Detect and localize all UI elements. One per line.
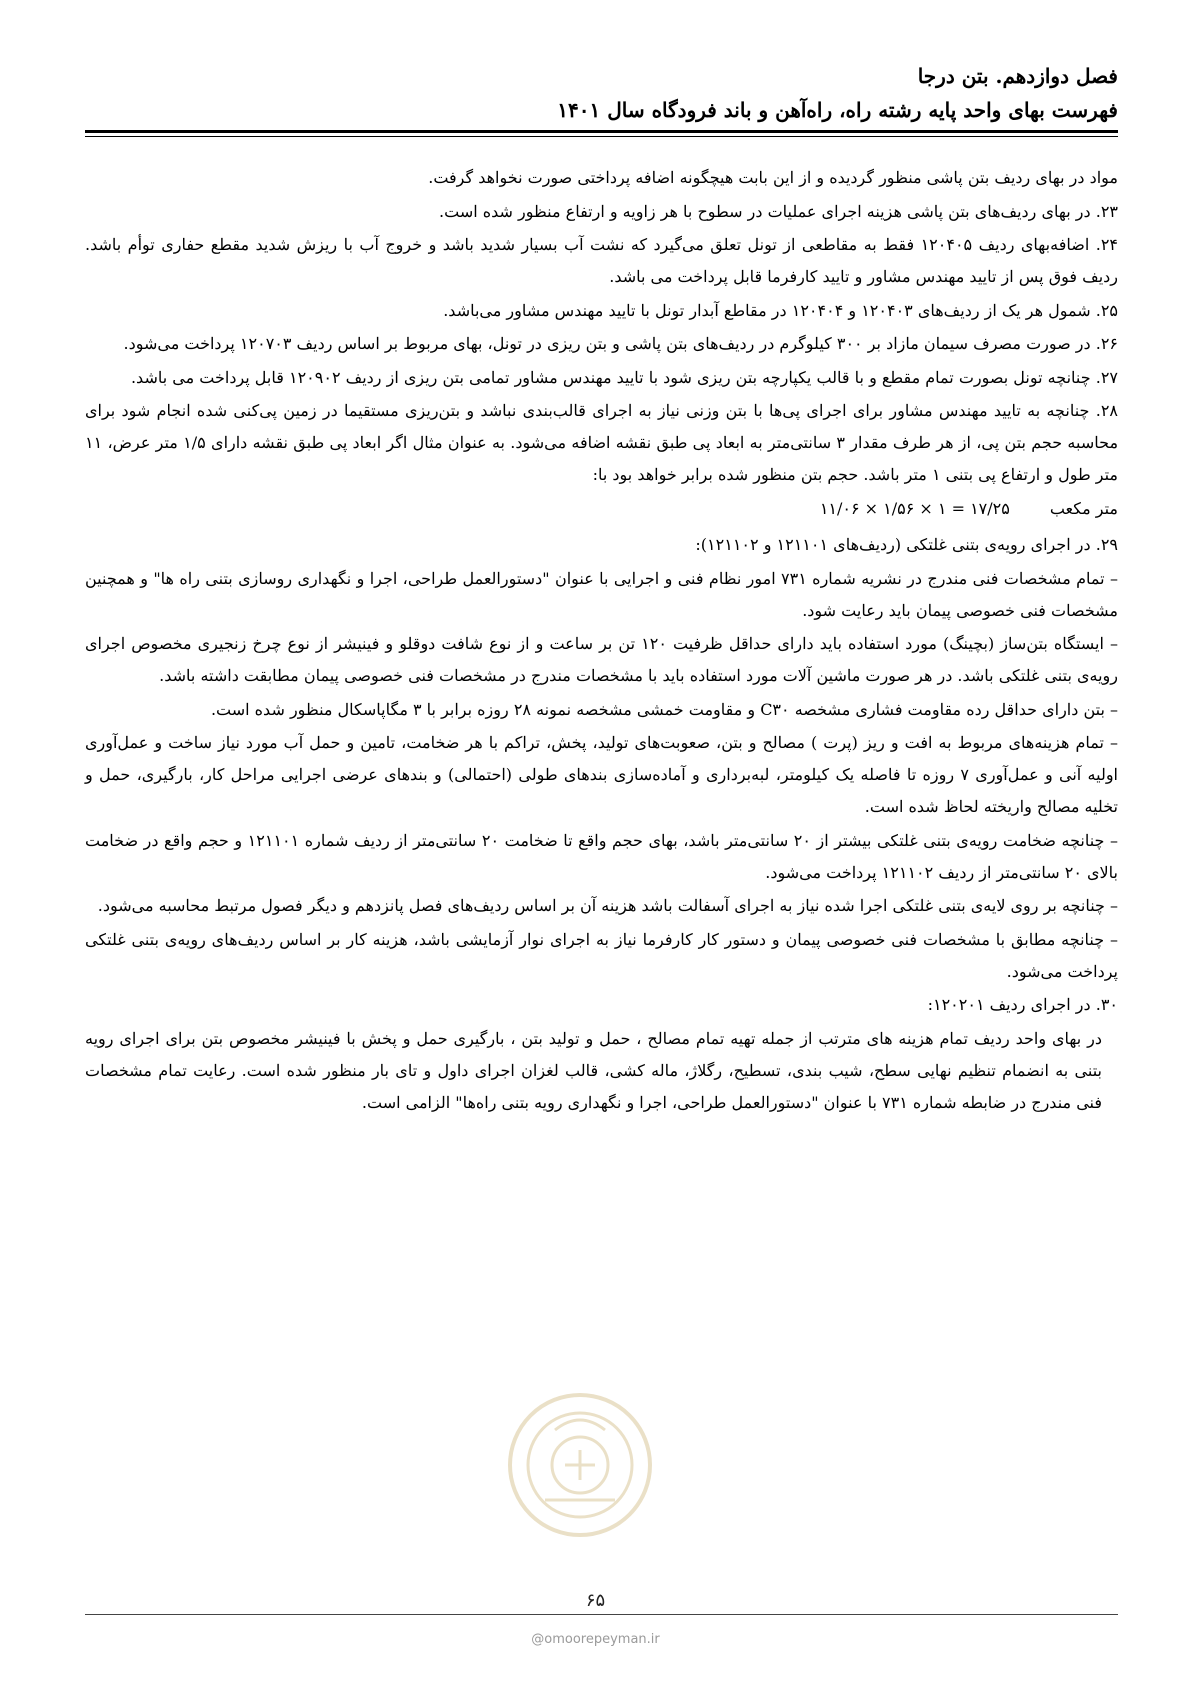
paragraph-28: ۲۸. چنانچه به تایید مهندس مشاور برای اجرای پی‌ها با بتن وزنی نیاز به اجرای قالب‌بندی نباشد و بتن‌ریزی مستقیما در زمین پی‌کنی شده انجام شود برای محاسبه حجم بتن پی، از هر طرف مقدار ۳ سانتی‌متر به ابعاد پی طبق نقشه اضافه می‌شود. به عنوان مثال اگر ابعاد پی طبق نقشه دارای ۱/۵ متر عرض، ۱۱ متر طول و ارتفاع پی بتنی ۱ متر باشد. حجم بتن منظور شده برابر خواهد بود با:	[85, 401, 1119, 484]
paragraph-23: ۲۳. در بهای ردیف‌های بتن پاشی هزینه اجرای عملیات در سطوح با هر زاویه و ارتفاع منظور شده است.	[439, 201, 1118, 221]
bullet-item: – تمام مشخصات فنی مندرج در نشریه شماره ۷۳۱ امور نظام فنی و اجرایی با عنوان "دستورالعمل طراحی، اجرا و نگهداری روسازی بتنی راه ها" و همچنین مشخصات فنی خصوصی پیمان باید رعایت شود.	[85, 568, 1119, 620]
bullet-item: – چنانچه بر روی لایه‌ی بتنی غلتکی اجرا شده نیاز به اجرای آسفالت باشد هزینه آن بر اساس ردیف‌های فصل پانزدهم و دیگر فصول مرتبط محاسبه می‌شود.	[97, 896, 1118, 915]
header-rule-thick	[85, 130, 1118, 133]
footer-rule	[85, 1614, 1118, 1615]
page-body	[85, 162, 1118, 1121]
header-rule-thin	[85, 136, 1118, 137]
footer-website: @omoorepeyman.ir	[531, 1632, 660, 1647]
paragraph-30: ۳۰. در اجرای ردیف ۱۲۰۲۰۱:	[927, 995, 1118, 1014]
document-title: فهرست بهای واحد پایه رشته راه، راه‌آهن و باند فرودگاه سال ۱۴۰۱	[557, 98, 1118, 122]
page-header	[557, 62, 1118, 124]
paragraph-26: ۲۶. در صورت مصرف سیمان مازاد بر ۳۰۰ کیلوگرم در ردیف‌های بتن پاشی و بتن ریزی در تونل، بهای مربوط بر اساس ردیف ۱۲۰۷۰۳ پرداخت می‌شود.	[123, 334, 1118, 353]
paragraph-continuation: مواد در بهای ردیف بتن پاشی منظور گردیده و از این بابت هیچگونه اضافه پرداختی صورت نخواهد گرفت.	[428, 168, 1118, 187]
formula-unit: متر مکعب	[1049, 499, 1118, 518]
bullet-item: – چنانچه مطابق با مشخصات فنی خصوصی پیمان و دستور کار کارفرما نیاز به اجرای نوار آزمایشی باشد، هزینه کار بر اساس ردیف‌های رویه‌ی بتنی غلتکی پرداخت می‌شود.	[85, 929, 1118, 981]
bullet-item: – ایستگاه بتن‌ساز (بچینگ) مورد استفاده باید دارای حداقل ظرفیت ۱۲۰ تن بر ساعت و از نوع شافت دوقلو و فینیشر از نوع چرخ زنجیری مخصوص اجرای رویه‌ی بتنی غلتکی باشد. در هر صورت ماشین آلات مورد استفاده باید با مشخصات مندرج در مشخصات فنی خصوصی پیمان مطابقت داشته باشد.	[85, 634, 1119, 685]
volume-formula	[85, 493, 1118, 525]
paragraph-25: ۲۵. شمول هر یک از ردیف‌های ۱۲۰۴۰۳ و ۱۲۰۴۰۴ در مقاطع آبدار تونل با تایید مهندس مشاور می‌باشد.	[443, 300, 1118, 320]
bullet-item: – بتن دارای حداقل رده مقاومت فشاری مشخصه C۳۰ و مقاومت خمشی مشخصه نمونه ۲۸ روزه برابر با ۳ مگاپاسکال منظور شده است.	[210, 699, 1118, 719]
bullet-item: – تمام هزینه‌های مربوط به افت و ریز (پرت ) مصالح و بتن، صعوبت‌های تولید، پخش، تراکم با هر ضخامت، تامین و حمل آب مورد نیاز ساخت و عمل‌آوری اولیه آنی و عمل‌آوری ۷ روزه تا فاصله یک کیلومتر، لبه‌برداری و آماده‌سازی بندهای طولی (احتمالی) و بندهای عرضی اجرایی مراحل کار، بارگیری، حمل و تخلیه مصالح واریخته لحاظ شده است.	[85, 733, 1119, 816]
seal-logo-icon	[505, 1390, 655, 1540]
bullet-item: – چنانچه ضخامت رویه‌ی بتنی غلتکی بیشتر از ۲۰ سانتی‌متر باشد، بهای حجم واقع تا ضخامت ۲۰ سانتی‌متر از ردیف شماره ۱۲۱۱۰۱ و حجم واقع در ضخامت بالای ۲۰ سانتی‌متر از ردیف ۱۲۱۱۰۲ پرداخت می‌شود.	[85, 830, 1119, 882]
formula-expression: ۱۷/۲۵ = ۱ × ۱/۵۶ × ۱۱/۰۶	[819, 499, 1010, 518]
chapter-title: فصل دوازدهم. بتن درجا	[917, 64, 1118, 88]
page-number: ۶۵	[585, 1590, 606, 1611]
paragraph-27: ۲۷. چنانچه تونل بصورت تمام مقطع و با قالب یکپارچه بتن ریزی شود با تایید مهندس مشاور تمامی بتن ریزی از ردیف ۱۲۰۹۰۲ قابل پرداخت می باشد.	[130, 367, 1118, 387]
paragraph-24: ۲۴. اضافه‌بهای ردیف ۱۲۰۴۰۵ فقط به مقاطعی از تونل تعلق می‌گیرد که نشت آب بسیار شدید باشد و خروج آب با ریزش شدید مقطع حفاری توأم باشد. ردیف فوق پس از تایید مهندس مشاور و تایید کارفرما قابل پرداخت می باشد.	[85, 235, 1118, 286]
paragraph-30-body: در بهای واحد ردیف تمام هزینه های مترتب از جمله تهیه تمام مصالح ، حمل و تولید بتن ، بارگیری حمل و پخش با فینیشر مخصوص بتن برای اجرای رویه بتنی به انضمام تنظیم نهایی سطح، شیب بندی، تسطیح، رگلاژ، ماله کشی، قالب لغزان اجرای داول و تای بار منظور شده است. رعایت تمام مشخصات فنی مندرج در ضابطه شماره ۷۳۱ با عنوان "دستورالعمل طراحی، اجرا و نگهداری رویه بتنی راه‌ها" الزامی است.	[85, 1028, 1102, 1112]
paragraph-29: ۲۹. در اجرای رویه‌ی بتنی غلتکی (ردیف‌های ۱۲۱۱۰۱ و ۱۲۱۱۰۲):	[695, 535, 1118, 554]
